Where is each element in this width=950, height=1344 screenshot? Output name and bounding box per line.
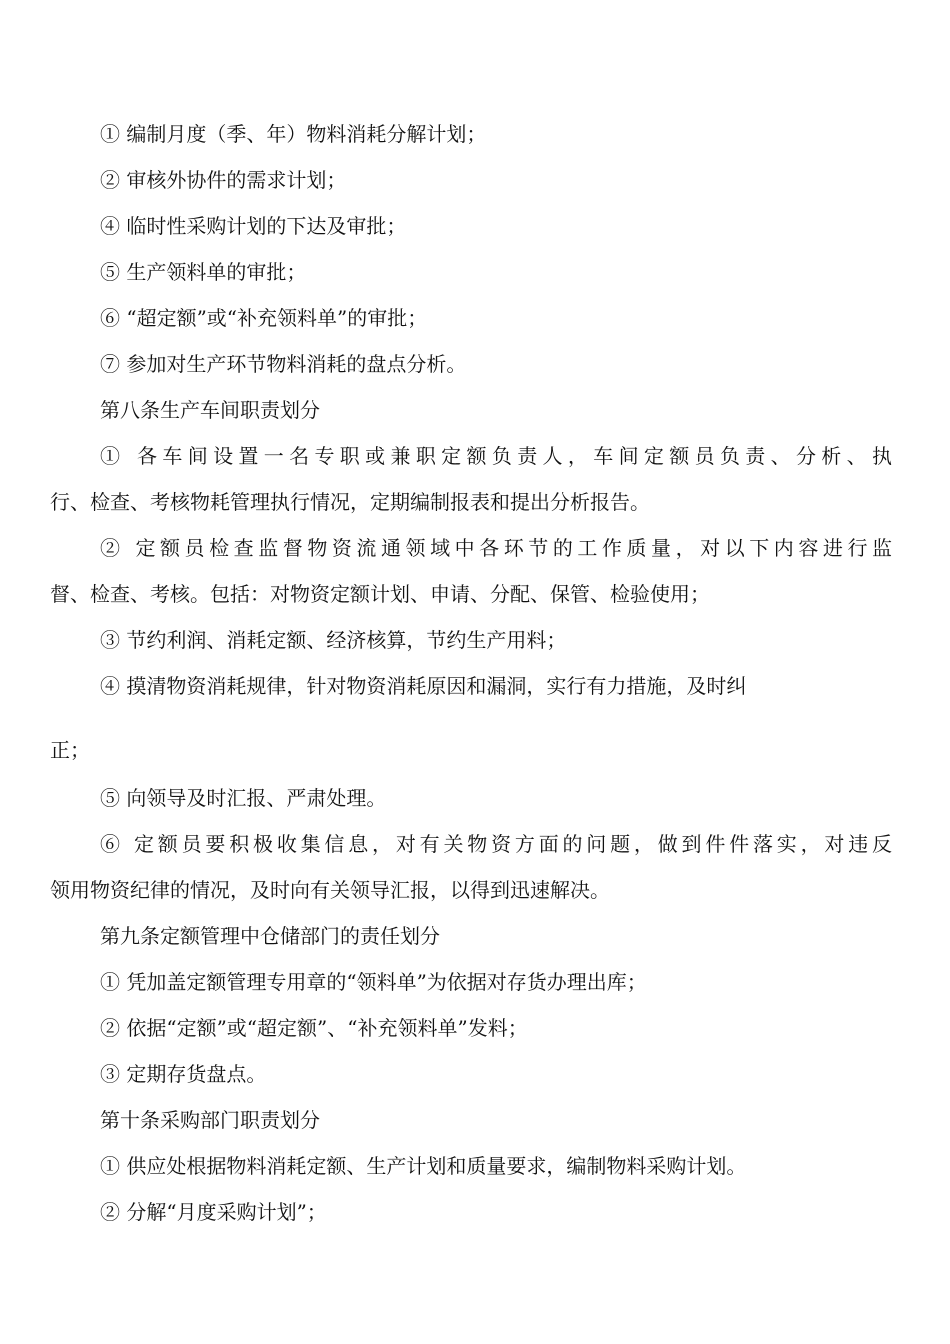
paragraph-line: 正；	[50, 738, 90, 762]
paragraph-line: ① 各车间设置一名专职或兼职定额负责人，车间定额员负责、分析、执	[100, 444, 892, 468]
list-item: ① 供应处根据物料消耗定额、生产计划和质量要求，编制物料采购计划。	[100, 1154, 747, 1178]
section-heading: 第九条定额管理中仓储部门的责任划分	[100, 924, 440, 948]
list-item: ④ 临时性采购计划的下达及审批；	[100, 214, 407, 238]
list-item: ② 分解“月度采购计划”；	[100, 1200, 327, 1224]
list-item: ② 依据“定额”或“超定额”、“补充领料单”发料；	[100, 1016, 528, 1040]
list-item: ① 凭加盖定额管理专用章的“领料单”为依据对存货办理出库；	[100, 970, 647, 994]
list-item: ③ 定期存货盘点。	[100, 1062, 267, 1086]
paragraph-line: 督、检查、考核。包括：对物资定额计划、申请、分配、保管、检验使用；	[50, 582, 710, 606]
paragraph-line: ⑥ 定额员要积极收集信息，对有关物资方面的问题，做到件件落实，对违反	[100, 832, 892, 856]
section-heading: 第十条采购部门职责划分	[100, 1108, 320, 1132]
paragraph-line: ② 定额员检查监督物资流通领域中各环节的工作质量，对以下内容进行监	[100, 536, 892, 560]
section-heading: 第八条生产车间职责划分	[100, 398, 320, 422]
list-item: ⑤ 生产领料单的审批；	[100, 260, 307, 284]
paragraph-line: ④ 摸清物资消耗规律，针对物资消耗原因和漏洞，实行有力措施，及时纠	[100, 674, 747, 698]
paragraph-line: 行、检查、考核物耗管理执行情况，定期编制报表和提出分析报告。	[50, 490, 650, 514]
list-item: ⑥ “超定额”或“补充领料单”的审批；	[100, 306, 428, 330]
list-item: ③ 节约利润、消耗定额、经济核算，节约生产用料；	[100, 628, 567, 652]
list-item: ⑦ 参加对生产环节物料消耗的盘点分析。	[100, 352, 467, 376]
list-item: ① 编制月度（季、年）物料消耗分解计划；	[100, 122, 487, 146]
paragraph-line: 领用物资纪律的情况，及时向有关领导汇报，以得到迅速解决。	[50, 878, 610, 902]
list-item: ② 审核外协件的需求计划；	[100, 168, 347, 192]
list-item: ⑤ 向领导及时汇报、严肃处理。	[100, 786, 387, 810]
